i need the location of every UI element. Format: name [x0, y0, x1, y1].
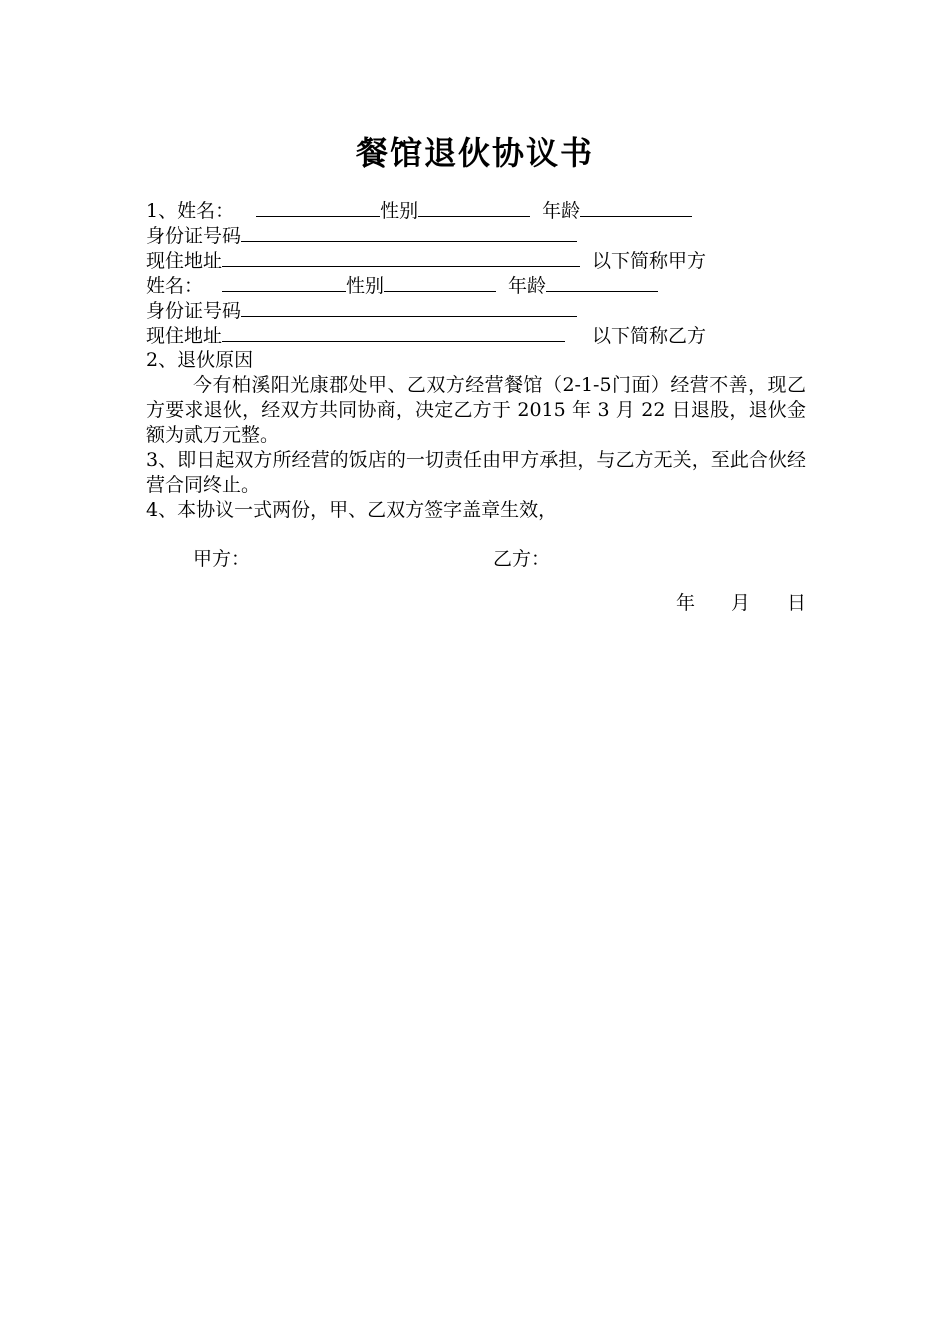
party-b-gender-label: 性别 [346, 275, 385, 297]
document-body [146, 198, 806, 616]
party-b-address-label: 现住地址 [146, 325, 223, 347]
spacer [146, 523, 806, 547]
party-a-address-label: 现住地址 [146, 250, 223, 272]
party-b-address-field[interactable] [222, 323, 565, 342]
party-b-name-line [146, 273, 806, 298]
date-row [146, 591, 806, 616]
party-a-gender-label: 性别 [380, 200, 419, 222]
party-b-age-label: 年龄 [508, 275, 547, 297]
party-b-address-line [146, 323, 806, 348]
party-b-alias: 以下简称乙方 [592, 325, 707, 347]
party-a-age-field[interactable] [580, 198, 692, 217]
party-b-id-field[interactable] [241, 298, 577, 317]
party-a-id-label: 身份证号码 [146, 225, 242, 247]
party-a-address-line [146, 248, 806, 273]
party-a-address-field[interactable] [222, 248, 580, 267]
signature-row [146, 547, 806, 572]
date-day-label: 日 [787, 592, 807, 614]
party-a-age-label: 年龄 [542, 200, 581, 222]
party-b-age-field[interactable] [546, 273, 658, 292]
document-title: 餐馆退伙协议书 [355, 134, 594, 172]
party-a-name-field[interactable] [256, 198, 380, 217]
party-a-id-line [146, 223, 806, 248]
date-year-label: 年 [676, 592, 696, 614]
party-b-gender-field[interactable] [384, 273, 496, 292]
party-a-gender-field[interactable] [418, 198, 530, 217]
party-b-id-line [146, 298, 806, 323]
section-2-text: 今有柏溪阳光康郡处甲、乙双方经营餐馆（2-1-5门面）经营不善，现乙方要求退伙，经双方共同协商，决定乙方于 2015 年 3 月 22 日退股，退伙金额为贰万元整。 [146, 374, 806, 446]
party-a-id-field[interactable] [241, 223, 577, 242]
party-b-name-field[interactable] [222, 273, 346, 292]
section-3-text: 3、即日起双方所经营的饭店的一切责任由甲方承担，与乙方无关，至此合伙经营合同终止。 [146, 449, 806, 496]
party-a-alias: 以下简称甲方 [592, 250, 707, 272]
party-a-signature-label: 甲方： [193, 548, 251, 570]
party-a-name-line [146, 198, 806, 223]
section-4-text: 4、本协议一式两份，甲、乙双方签字盖章生效， [146, 499, 558, 521]
date-month-label: 月 [731, 592, 751, 614]
party-b-id-label: 身份证号码 [146, 300, 242, 322]
party-b-signature-label: 乙方： [493, 548, 551, 570]
party-b-name-label: 姓名： [146, 275, 204, 297]
section-2-heading: 2、退伙原因 [146, 349, 254, 371]
party-a-name-label: 1、姓名： [146, 200, 235, 222]
